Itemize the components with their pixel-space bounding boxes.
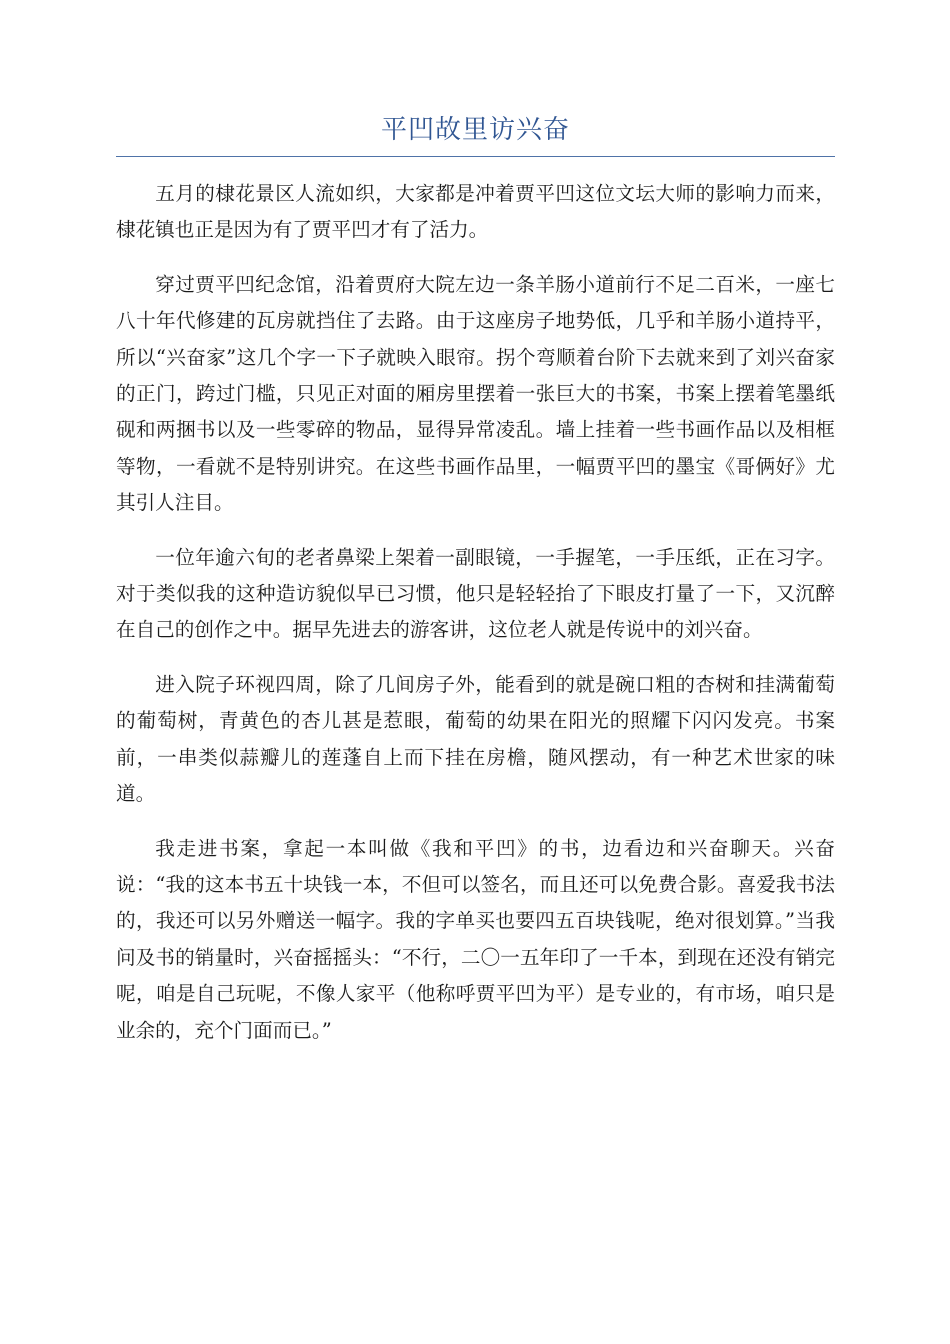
paragraph-4: 进入院子环视四周，除了几间房子外，能看到的就是碗口粗的杏树和挂满葡萄的葡萄树，青黄色的杏儿甚是惹眼，葡萄的幼果在阳光的照耀下闪闪发亮。书案前，一串类似蒜瓣儿的莲蓬自上而下挂在房檐，随风摆动，有一种艺术世家的味道。 xyxy=(116,672,835,806)
title-block xyxy=(116,112,835,157)
paragraph-2: 穿过贾平凹纪念馆，沿着贾府大院左边一条羊肠小道前行不足二百米，一座七八十年代修建的瓦房就挡住了去路。由于这座房子地势低，几乎和羊肠小道持平，所以“兴奋家”这几个字一下子就映入眼帘。拐个弯顺着台阶下去就来到了刘兴奋家的正门，跨过门槛，只见正对面的厢房里摆着一张巨大的书案，书案上摆着笔墨纸砚和两捆书以及一些零碎的物品，显得异常凌乱。墙上挂着一些书画作品以及相框等物，一看就不是特别讲究。在这些书画作品里，一幅贾平凹的墨宝《哥俩好》尤其引人注目。 xyxy=(116,272,835,515)
document-title: 平凹故里访兴奋 xyxy=(380,115,570,145)
document-body xyxy=(116,176,835,1067)
paragraph-1: 五月的棣花景区人流如织，大家都是冲着贾平凹这位文坛大师的影响力而来，棣花镇也正是因为有了贾平凹才有了活力。 xyxy=(116,182,835,242)
paragraph-5: 我走进书案，拿起一本叫做《我和平凹》的书，边看边和兴奋聊天。兴奋说：“我的这本书五十块钱一本，不但可以签名，而且还可以免费合影。喜爱我书法的，我还可以另外赠送一幅字。我的字单买也要四五百块钱呢，绝对很划算。”当我问及书的销量时，兴奋摇摇头：“不行，二〇一五年印了一千本，到现在还没有销完呢，咱是自己玩呢，不像人家平（他称呼贾平凹为平）是专业的，有市场，咱只是业余的，充个门面而已。” xyxy=(116,836,835,1042)
paragraph-3: 一位年逾六旬的老者鼻梁上架着一副眼镜，一手握笔，一手压纸，正在习字。对于类似我的这种造访貌似早已习惯，他只是轻轻抬了下眼皮打量了一下，又沉醉在自己的创作之中。据早先进去的游客讲，这位老人就是传说中的刘兴奋。 xyxy=(116,545,835,642)
